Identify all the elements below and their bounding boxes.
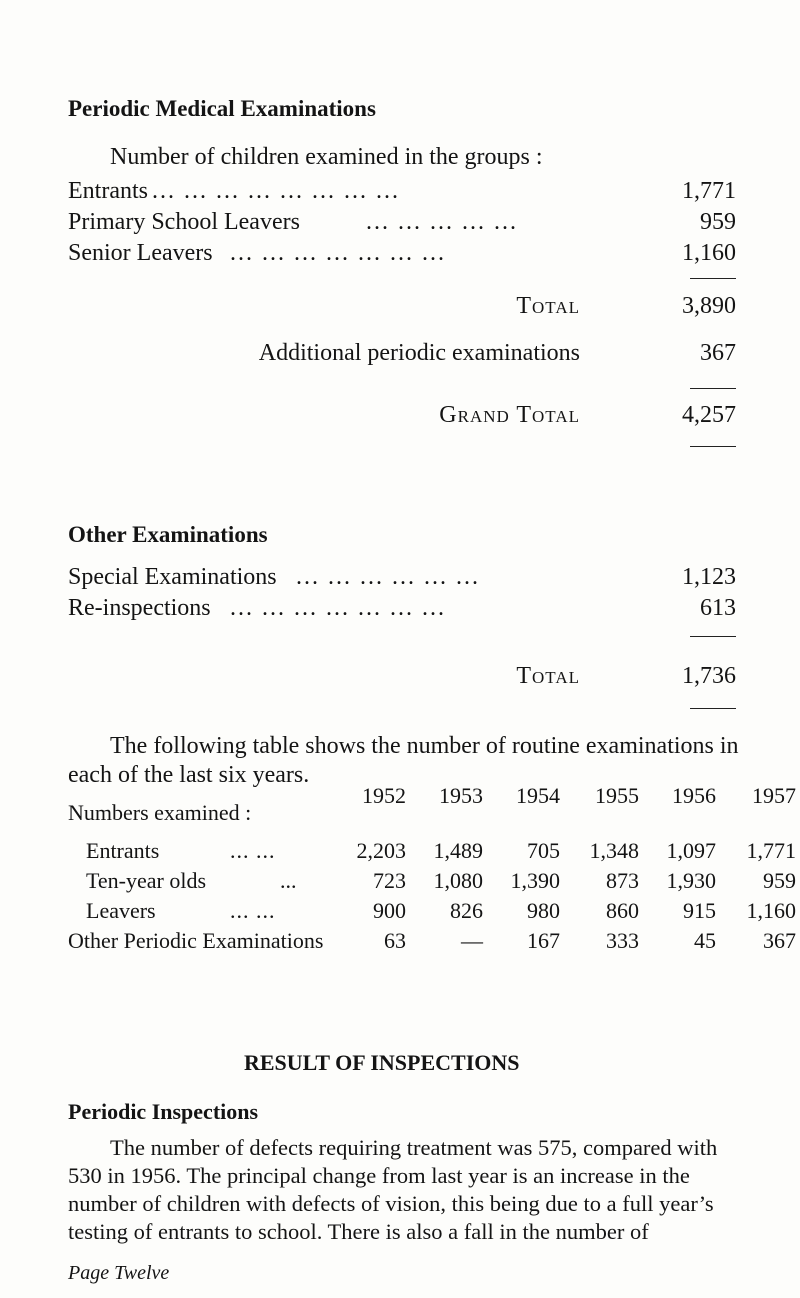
page-number: Page Twelve: [68, 1262, 170, 1284]
table-cell: 900: [373, 898, 406, 923]
list-item: [68, 595, 736, 619]
grand-total-label: Grand Total: [439, 402, 580, 428]
table-row-label: Other Periodic Examinations: [68, 928, 324, 953]
table-cell: 873: [606, 868, 639, 893]
table-cell: 915: [683, 898, 716, 923]
paragraph-line: number of children with defects of vision, this being due to a full year’s: [68, 1191, 714, 1216]
table-cell: 1,160: [746, 898, 796, 923]
table-cell: —: [461, 928, 483, 953]
row-label: Re-inspections: [68, 595, 211, 621]
table-cell: 1,930: [666, 868, 716, 893]
other-heading: Other Examinations: [68, 522, 268, 547]
paragraph-line: 530 in 1956. The principal change from last year is an increase in the: [68, 1163, 690, 1188]
table-cell: 705: [527, 838, 560, 863]
table-row-header: Numbers examined :: [68, 800, 252, 825]
paragraph-line: The number of defects requiring treatment was 575, compared with: [110, 1135, 718, 1160]
year-header: 1954: [516, 783, 560, 808]
row-label: Entrants: [68, 178, 148, 204]
table-cell: 63: [384, 928, 406, 953]
table-row-label: Ten-year olds: [86, 868, 207, 893]
leader-dots: ... ...: [230, 898, 276, 923]
grand-total-value: 4,257: [682, 402, 736, 428]
table-cell: 959: [763, 868, 796, 893]
other-list: [68, 564, 736, 624]
year-header: 1952: [362, 783, 406, 808]
table-cell: 1,097: [666, 838, 716, 863]
row-value: 959: [700, 209, 736, 235]
periodic-intro: Number of children examined in the groups :: [110, 144, 543, 170]
divider: [690, 388, 736, 389]
table-cell: 860: [606, 898, 639, 923]
table-cell: 1,489: [433, 838, 483, 863]
row-value: 1,771: [682, 178, 736, 204]
table-cell: 167: [527, 928, 560, 953]
additional-label: Additional periodic examinations: [258, 340, 580, 366]
total-label: Total: [516, 293, 580, 319]
table-row-label: Entrants: [86, 838, 160, 863]
periodic-list: [68, 178, 736, 268]
results-heading: RESULT OF INSPECTIONS: [244, 1050, 520, 1075]
row-label: Primary School Leavers: [68, 209, 300, 235]
row-value: 613: [700, 595, 736, 621]
row-value: 1,160: [682, 240, 736, 266]
year-header: 1956: [672, 783, 716, 808]
results-subheading: Periodic Inspections: [68, 1099, 259, 1124]
total-label: Total: [516, 663, 580, 689]
total-value: 3,890: [682, 293, 736, 319]
table-cell: 2,203: [356, 838, 406, 863]
table-intro-line2: each of the last six years.: [68, 762, 310, 788]
table-cell: 826: [450, 898, 483, 923]
leader-dots: ... ... ... ... ... ...: [296, 564, 480, 590]
leader-dots: ... ... ... ... ... ... ... ...: [152, 178, 400, 204]
divider: [690, 446, 736, 447]
year-header: 1953: [439, 783, 483, 808]
table-cell: 1,080: [433, 868, 483, 893]
row-value: 1,123: [682, 564, 736, 590]
list-item: [68, 178, 736, 202]
leader-dots: ... ... ... ... ... ... ...: [230, 240, 446, 266]
row-label: Senior Leavers: [68, 240, 213, 266]
total-value: 1,736: [682, 663, 736, 689]
table-cell: 333: [606, 928, 639, 953]
leader-dots: ... ...: [230, 838, 276, 863]
year-header: 1955: [595, 783, 639, 808]
leader-dots: ... ... ... ... ... ... ...: [230, 595, 446, 621]
table-intro-line1: The following table shows the number of routine examinations in: [110, 733, 739, 759]
paragraph-line: testing of entrants to school. There is also a fall in the number of: [68, 1219, 649, 1244]
table-row-label: Leavers: [86, 898, 156, 923]
table-cell: 1,348: [589, 838, 639, 863]
list-item: [68, 209, 736, 233]
divider: [690, 708, 736, 709]
year-header: 1957: [752, 783, 796, 808]
table-cell: 723: [373, 868, 406, 893]
table-cell: 367: [763, 928, 796, 953]
table-cell: 980: [527, 898, 560, 923]
leader-dots: ...: [280, 868, 297, 893]
periodic-heading: Periodic Medical Examinations: [68, 96, 376, 121]
table-cell: 1,771: [746, 838, 796, 863]
table-cell: 1,390: [510, 868, 560, 893]
divider: [690, 278, 736, 279]
divider: [690, 636, 736, 637]
list-item: [68, 564, 736, 588]
leader-dots: ... ... ... ... ...: [366, 209, 518, 235]
additional-value: 367: [700, 340, 736, 366]
table-cell: 45: [694, 928, 716, 953]
row-label: Special Examinations: [68, 564, 277, 590]
list-item: [68, 240, 736, 264]
